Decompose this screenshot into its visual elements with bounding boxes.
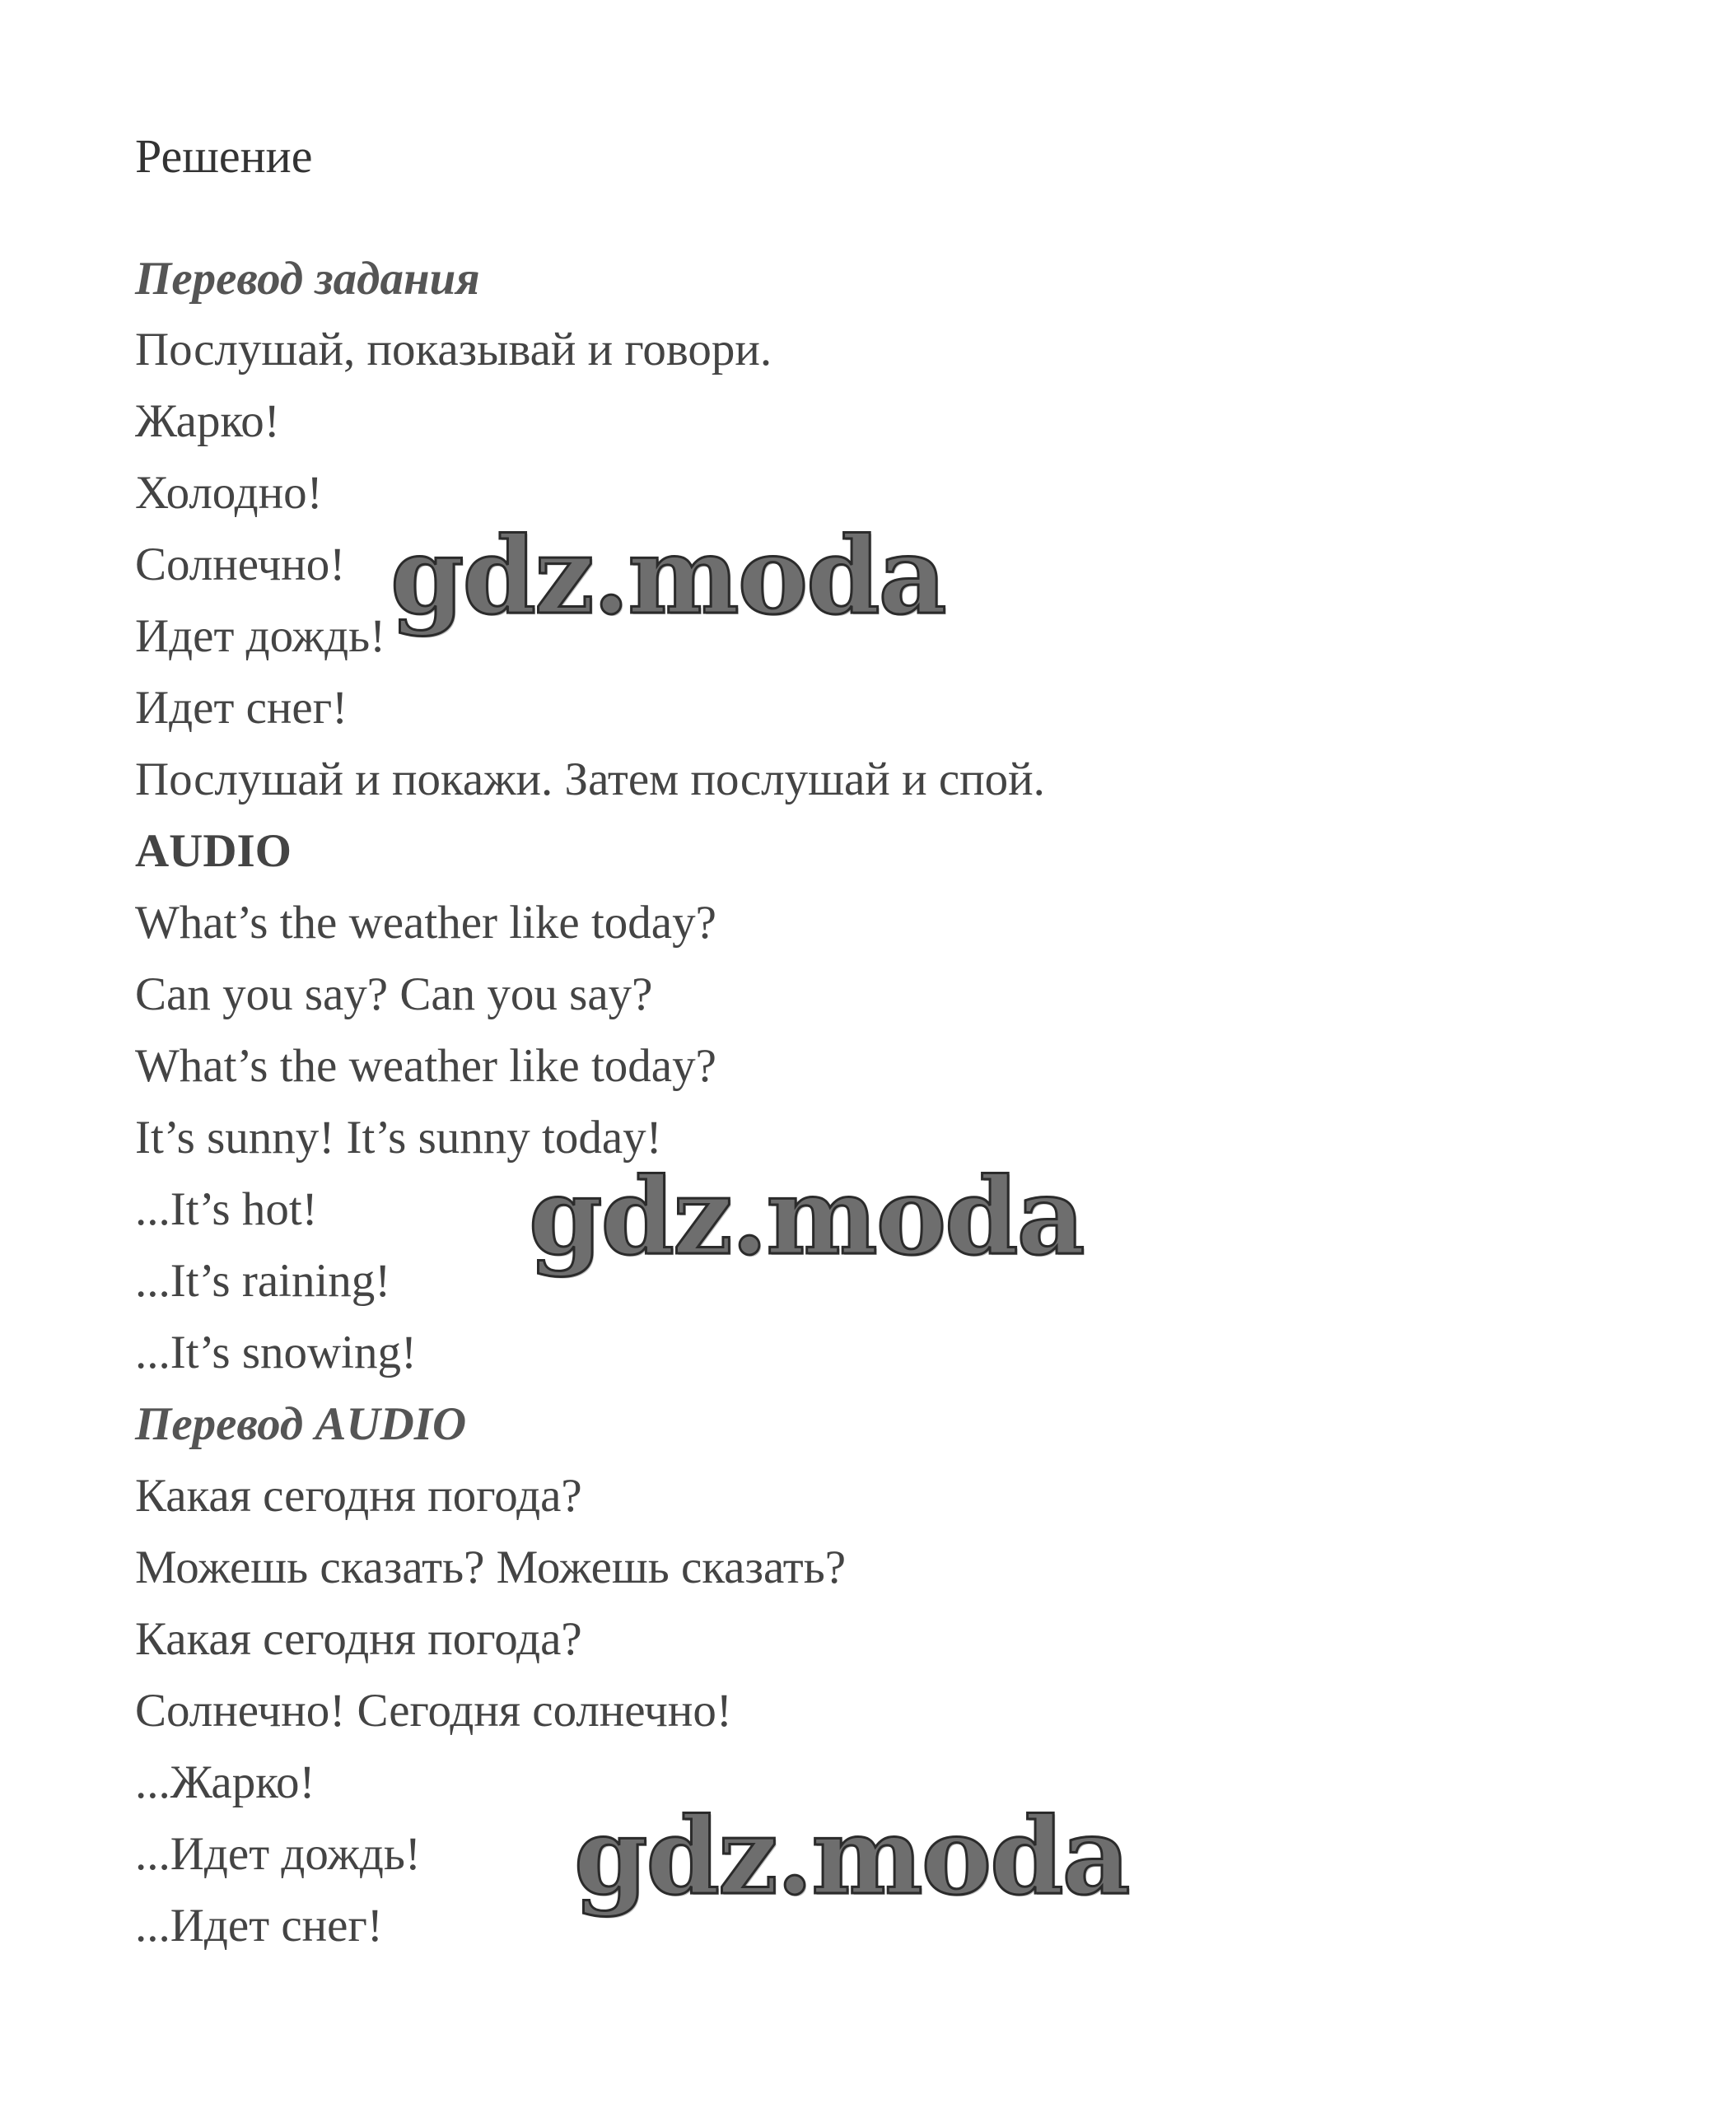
text-line: Солнечно! Сегодня солнечно! <box>135 1685 732 1737</box>
text-line: ...Идет дождь! <box>135 1828 421 1880</box>
text-line: Можешь сказать? Можешь сказать? <box>135 1541 847 1593</box>
audio-translation-heading: Перевод AUDIO <box>135 1398 467 1450</box>
text-line: ...It’s snowing! <box>135 1327 417 1378</box>
watermark: gdz.moda <box>390 515 945 638</box>
text-line: Послушай, показывай и говори. <box>135 324 772 375</box>
text-line: Послушай и покажи. Затем послушай и спой. <box>135 753 1045 805</box>
text-line: ...It’s raining! <box>135 1255 391 1307</box>
text-line: Холодно! <box>135 467 323 519</box>
task-translation-heading: Перевод задания <box>135 253 480 305</box>
text-line: Солнечно! <box>135 539 346 590</box>
watermark: gdz.moda <box>529 1155 1084 1279</box>
page-title: Решение <box>135 129 313 183</box>
text-line: What’s the weather like today? <box>135 897 716 949</box>
audio-heading: AUDIO <box>135 825 292 877</box>
text-line: Идет снег! <box>135 682 348 734</box>
watermark: gdz.moda <box>574 1795 1129 1919</box>
text-line: Can you say? Can you say? <box>135 968 653 1020</box>
text-line: ...It’s hot! <box>135 1183 318 1235</box>
text-line: It’s sunny! It’s sunny today! <box>135 1112 662 1164</box>
text-line: Жарко! <box>135 395 280 447</box>
text-line: Какая сегодня погода? <box>135 1470 582 1522</box>
text-line: Идет дождь! <box>135 610 386 662</box>
text-line: What’s the weather like today? <box>135 1040 716 1092</box>
text-line: Какая сегодня погода? <box>135 1613 582 1665</box>
text-line: ...Жарко! <box>135 1756 315 1808</box>
text-line: ...Идет снег! <box>135 1900 383 1952</box>
